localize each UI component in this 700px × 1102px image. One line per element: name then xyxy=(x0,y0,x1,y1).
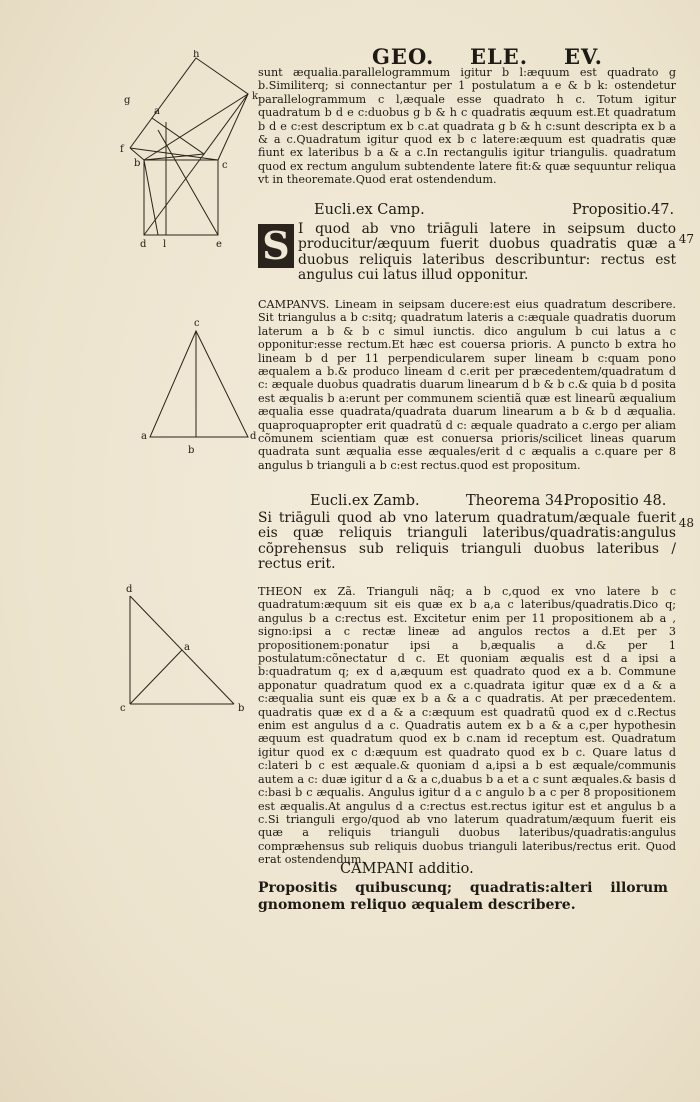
fig2-label-a: a xyxy=(141,431,147,442)
fig3-label-a: a xyxy=(184,642,190,653)
paragraph-end-prop46: sunt æqualia.parallelogrammum igitur b l:æquum est quadrato g b.Similiterq; si connectantur per 1 postulatum a e & b k: ostendetur parallelogrammum c l,æquale esse quadrato h c. Totum igitur quadratum b d e c:duobus g b & h c quadratis æquum est.Et quadratum b d e c:est descriptum ex b c.at quadrata g b & h c:sunt descripta ex b a & a c.Quadratum igitur quod ex b c latere:æquum est quadratis quæ fiunt ex lateribus b a & a c.In rectangulis igitur triangulis. quadratum quod ex rectum angulum subtendente latere fit:& quæ sequuntur reliqua vt in theoremate.Quod erat ostendendum. xyxy=(258,66,676,187)
fig1-label-g: g xyxy=(124,95,131,106)
proposition-48-text: Si triāguli quod ab vno laterum quadratum/æquale fuerit eis quæ reliquis trianguli lateribus/quadratis:angulus cõprehensus sub reliquis trianguli duobus lateribus / rectus erit. xyxy=(258,510,676,572)
fig1-label-d: d xyxy=(140,239,147,250)
heading2-proposition: Propositio 48. xyxy=(564,493,667,509)
fig1-label-a: a xyxy=(154,106,160,117)
fig1-label-b: b xyxy=(134,158,141,169)
final-proposition xyxy=(258,880,668,914)
fig1-label-f: f xyxy=(120,144,124,155)
fig3-label-b: b xyxy=(238,703,245,714)
margin-number-47: 47 xyxy=(678,232,694,246)
header-middle: ELE. xyxy=(470,44,529,69)
figure-triangle-dcb xyxy=(118,580,258,715)
header-left: GEO. xyxy=(372,44,435,69)
campanus-text: CAMPANVS. Lineam in seipsam ducere:est eius quadratum describere. Sit triangulus a b c:sitq; quadratum lateris a c:æquale quadratis duorum laterum a b & b c simul iunctis. dico angulum b cui latus a c opponitur:esse rectum.Et hæc est couersa prioris. A puncto b extra ho lineam b d per 11 perpendicularem super lineam b c:quam pono æqualem a b.& produco lineam d c.erit per præcedentem/quadratum d c: æquale duobus quadratis duarum linearum d b & b c.& quia b d posita est æqualis b a:erunt per communem scientiã quæ est linearũ æqualium æqualia esse quadrata/quadrata duarum linearum a b & b d æqualia. quaproquapropter erit quadratũ d c: æquale quadrato a c.ergo per aliam cõmunem scientiam quæ est conuersa prioris/scilicet lineas quarum quadrata sunt æqualia esse æquales/erit d c æqualis a c.quare per 8 angulus b trianguli a b c:est rectus.quod est propositum. xyxy=(258,298,676,472)
fig2-label-b: b xyxy=(188,445,195,456)
proposition-47 xyxy=(258,222,676,283)
heading2-theorem: Theorema 34. xyxy=(466,493,568,509)
campanus-commentary xyxy=(258,298,676,472)
decorated-initial: S xyxy=(258,224,294,268)
fig1-label-k: k xyxy=(252,91,259,102)
heading-source: Eucli.ex Camp. xyxy=(314,202,425,218)
final-proposition-text: Propositis quibuscunq; quadratis:alteri illorum gnomonem reliquo æqualem describere. xyxy=(258,880,668,913)
fig3-label-c: c xyxy=(120,703,126,714)
fig1-label-c: c xyxy=(222,160,228,171)
theon-text: THEON ex Zã. Trianguli nãq; a b c,quod ex vno latere b c quadratum:æquum sit eis quæ ex b a,a c lateribus/quadratis.Dico q; angulus b a c:rectus est. Excitetur enim per 11 propositionem ab a , signo:ipsi a c rectæ lineæ ad angulos rectos a d.Et per 3 propositionem:ponatur ipsi a b,æqualis a d.& per 1 postulatum:cõnectatur d c. Et quoniam æqualis est d a ipsi a b:quadratum q; ex d a,æquum est quadrato quod ex a b. Commune apponatur quadratum quod ex a c.quadrata igitur quæ ex d a & a c:æqualia sunt eis quæ ex b a & a c quadratis. At per præcedentem. quadratis quæ ex d a & a c:æquum est quadratũ quod ex d c.Rectus enim est angulus d a c. Quadratis autem ex b a & a c,per hypothesin æquum est quadratum quod ex b c.nam id receptum est. Quadratum igitur quod ex c d:æquum est quadrato quod ex b c. Quare latus d c:lateri b c est æquale.& quoniam d a,ipsi a b est æquale/communis autem a c: duæ igitur d a & a c,duabus b a et a c sunt æquales.& basis d c:basi b c æqualis. Angulus igitur d a c angulo b a c per 8 propositionem est æqualis.At angulus d a c:rectus est.rectus igitur est et angulus b a c.Si trianguli ergo/quod ab vno laterum quadratum/æquum fuerit eis quæ a reliquis trianguli duobus lateribus/quadratis:angulus compræhensus sub reliquis duobus trianguli lateribus/rectus erit. Quod erat ostendendum. xyxy=(258,585,676,867)
figure-pythagoras xyxy=(100,50,270,250)
proposition-48 xyxy=(258,511,676,572)
theon-commentary xyxy=(258,585,676,867)
heading2-source: Eucli.ex Zamb. xyxy=(310,493,420,509)
fig2-label-c: c xyxy=(194,318,200,329)
margin-number-48: 48 xyxy=(678,516,694,530)
fig3-label-d: d xyxy=(126,584,133,595)
fig1-label-l: l xyxy=(163,239,167,250)
header-right: EV. xyxy=(564,44,603,69)
proposition-47-text: I quod ab vno triāguli latere in seipsum ducto producitur/æquum fuerit duobus quadratis quæ a duobus reliquis lateribus describuntur: rectus est angulus cui latus illud opponitur. xyxy=(298,221,676,283)
text-block-1 xyxy=(258,66,676,187)
figure-triangle-abc xyxy=(140,315,260,460)
fig1-label-e: e xyxy=(216,239,222,250)
campani-additio-text: CAMPANI additio. xyxy=(340,861,474,877)
fig2-label-d: d xyxy=(250,431,257,442)
heading-proposition: Propositio.47. xyxy=(572,202,675,218)
fig1-label-h: h xyxy=(193,50,200,60)
